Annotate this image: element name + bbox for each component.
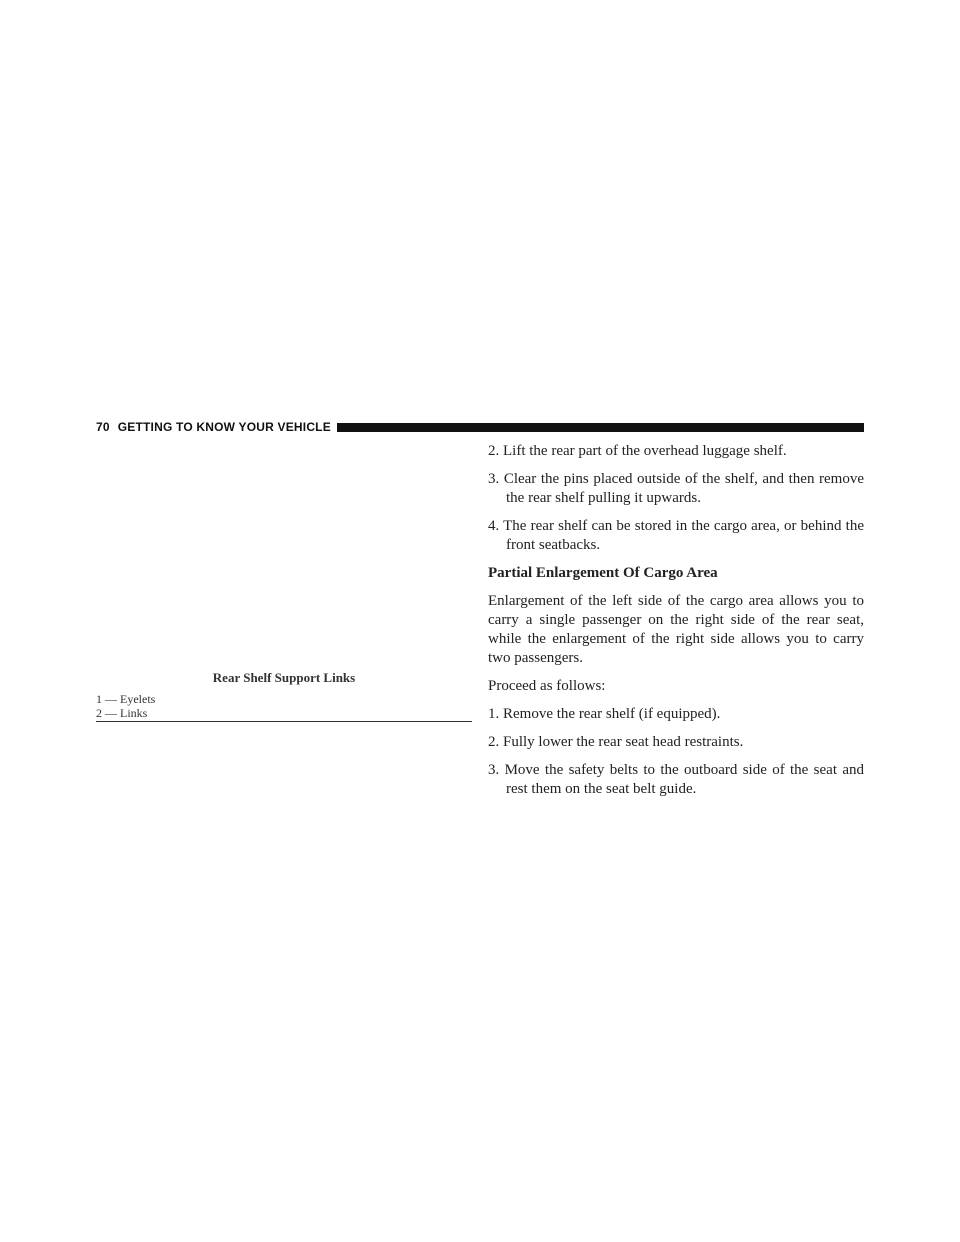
intro-text: Proceed as follows:	[488, 678, 606, 694]
subheading: Partial Enlargement Of Cargo Area	[488, 565, 718, 581]
main-content	[488, 442, 864, 808]
figure-caption: Rear Shelf Support Links	[212, 670, 356, 685]
page-number: 70	[96, 420, 110, 434]
step-lower-restraints: 2. Fully lower the rear seat head restraints.	[488, 734, 744, 750]
figure-legend	[96, 692, 155, 720]
step-clear-pins: 3. Clear the pins placed outside of the shelf, and then remove the rear shelf pulling it upwards.	[488, 471, 864, 506]
legend-item-eyelets: 1 — Eyelets	[96, 692, 156, 706]
step-store-shelf: 4. The rear shelf can be stored in the cargo area, or behind the front seatbacks.	[488, 518, 864, 553]
figure-rule	[96, 721, 472, 722]
header-rule	[337, 423, 864, 432]
step-move-belts: 3. Move the safety belts to the outboard side of the seat and rest them on the seat belt guide.	[488, 762, 864, 797]
step-lift-shelf: 2. Lift the rear part of the overhead luggage shelf.	[488, 443, 787, 459]
body-paragraph: Enlargement of the left side of the cargo area allows you to carry a single passenger on the right side of the rear seat, while the enlargement of the right side allows you to carry two passengers.	[488, 593, 864, 666]
figure-image	[96, 440, 472, 662]
section-title: GETTING TO KNOW YOUR VEHICLE	[117, 420, 331, 434]
figure	[96, 440, 472, 736]
legend-item-links: 2 — Links	[96, 706, 148, 720]
page-header	[96, 418, 864, 436]
step-remove-shelf: 1. Remove the rear shelf (if equipped).	[488, 706, 721, 722]
